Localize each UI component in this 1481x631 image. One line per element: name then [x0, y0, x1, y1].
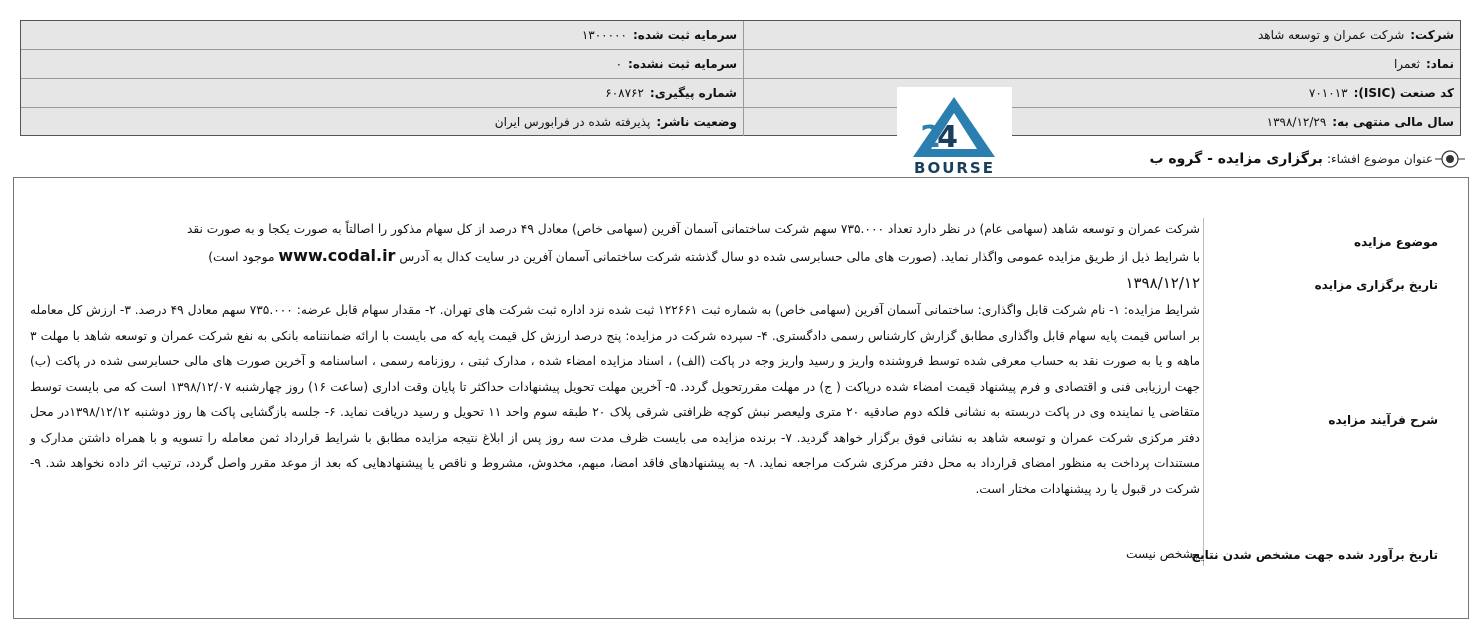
info-row: [21, 21, 1460, 50]
logo-word: BOURSE: [914, 159, 995, 177]
subject-label: موضوع مزایده: [1354, 235, 1438, 249]
process-label: شرح فرآیند مزایده: [1328, 413, 1438, 427]
unregistered-capital-value: ۰: [615, 57, 623, 71]
company-value: شرکت عمران و توسعه شاهد: [1258, 28, 1405, 42]
registered-capital-value: ۱۳۰۰۰۰۰: [581, 28, 627, 42]
registered-capital-label: سرمایه ثبت شده:: [632, 28, 737, 42]
isic-cell: [744, 79, 1460, 107]
estimate-value: مشخص نیست: [1126, 547, 1200, 561]
info-row: [21, 50, 1460, 79]
publisher-status-value: پذیرفته شده در فرابورس ایران: [494, 115, 651, 129]
tracking-value: ۶۰۸۷۶۲: [605, 86, 644, 100]
disclosure-title: [1149, 147, 1433, 171]
bourse-logo: [897, 87, 1012, 191]
tracking-cell: [21, 79, 744, 107]
svg-text:4: 4: [937, 120, 958, 155]
auction-details-box: [13, 177, 1469, 619]
fiscal-year-cell: [744, 108, 1460, 136]
disclosure-title-label: عنوان موضوع افشاء:: [1326, 152, 1433, 166]
date-label: تاریخ برگزاری مزایده: [1314, 278, 1438, 292]
fiscal-year-value: ۱۳۹۸/۱۲/۲۹: [1266, 115, 1327, 129]
subject-line-2: [30, 243, 1200, 271]
estimate-label: تاریخ برآورد شده جهت مشخص شدن نتایج: [1191, 548, 1438, 562]
publisher-status-label: وضعیت ناشر:: [656, 115, 737, 129]
codal-link[interactable]: www.codal.ir: [278, 245, 396, 265]
isic-value: ۷۰۱۰۱۳: [1308, 86, 1348, 100]
subject-line-1: شرکت عمران و توسعه شاهد (سهامی عام) در نظر دارد تعداد ۷۳۵.۰۰۰ سهم شرکت ساختمانی آسمان آفرین (سهامی خاص) معادل ۴۹ درصد از کل سهام مذکور را اصالتاً به صورت یکجا و به صورت نقد: [186, 222, 1200, 236]
symbol-label: نماد:: [1425, 57, 1454, 71]
symbol-value: ثعمرا: [1393, 57, 1420, 71]
subject-content: [30, 217, 1200, 270]
subject-text-3: موجود است): [208, 249, 275, 264]
unregistered-capital-cell: [21, 50, 744, 78]
registered-capital-cell: [21, 21, 744, 49]
company-cell: [744, 21, 1460, 49]
fiscal-year-label: سال مالی منتهی به:: [1332, 115, 1454, 129]
process-content: شرایط مزایده: ۱- نام شرکت قابل واگذاری: ساختمانی آسمان آفرین (سهامی خاص) به شماره ثبت ۱۲۲۶۶۱ ثبت شده نزد اداره ثبت شرکت های تهران. ۲- مقدار سهام قابل عرضه: ۷۳۵.۰۰۰ سهم معادل ۴۹ درصد. ۳- ارزش کل معامله بر اساس قیمت پایه سهام قابل واگذاری مطابق گزارش کارشناس رسمی دادگستری. ۴- سپرده شرکت در مزایده: پنج درصد ارزش کل قیمت پایه که می بایست با ارائه ضمانتنامه بانکی به نفع شرکت عمران و توسعه شاهد با مهلت ۳ ماهه و یا به صورت نقد به حساب معرفی شده توسط فروشنده واریز و رسید واریز وجه در پاکت (الف) ، اسناد مزایده امضاء شده ، مدارک ثبتی ، روزنامه رسمی ، اساسنامه و آخرین صورت های مالی حسابرسی شده در پاکت (ب) جهت ارزیابی فنی و اقتصادی و فرم پیشنهاد قیمت امضاء شده درپاکت ( ج) در مهلت مقررتحویل گردد. ۵- آخرین مهلت تحویل پیشنهادات حداکثر تا پایان وقت اداری (ساعت ۱۶) روز چهارشنبه ۱۳۹۸/۱۲/۰۷ است که می بایست توسط متقاضی یا نماینده وی در پاکت دربسته به نشانی فلکه دوم صادقیه ۲۰ متری ولیعصر نبش کوچه ظرافتی شرقی پلاک ۲۰ طبقه سوم واحد ۱۱ تحویل و رسید دریافت نماید. ۶- جلسه بازگشایی پاکت ها روز دوشنبه ۱۳۹۸/۱۲/۱۲در محل دفتر مرکزی شرکت عمران و توسعه شاهد به نشانی فوق برگزار خواهد گردید. ۷- برنده مزایده می بایست ظرف مدت سه روز پس از ابلاغ نتیجه مزایده مطابق با شرایط قرارداد ثمن معامله را تسویه و با همراه داشتن مدارک و مستندات پرداخت به منظور امضای قرارداد به محل دفتر مرکزی شرکت مراجعه نماید. ۸- به پیشنهادهای فاقد امضا، مبهم، مخدوش، مشروط و ناقص یا پیشنهادهایی که بعد از موعد مقرر واصل گردد، ترتیب اثر داده نخواهد شد. ۹- شرکت در قبول یا رد پیشنهادات مختار است.: [30, 303, 1201, 496]
company-label: شرکت:: [1410, 28, 1454, 42]
isic-label: کد صنعت (ISIC):: [1353, 86, 1454, 100]
info-row: [21, 79, 1460, 108]
target-bullet-icon: [1435, 147, 1465, 171]
publisher-status-cell: [21, 108, 744, 136]
disclosure-title-value: برگزاری مزایده - گروه ب: [1149, 151, 1323, 167]
bourse-logo-mark-icon: [897, 87, 1012, 161]
svg-text:2: 2: [920, 120, 941, 155]
symbol-cell: [744, 50, 1460, 78]
tracking-label: شماره پیگیری:: [649, 86, 737, 100]
date-value: ۱۳۹۸/۱۲/۱۲: [1125, 274, 1200, 292]
subject-text-2: با شرایط ذیل از طریق مزایده عمومی واگذار نماید. (صورت های مالی حسابرسی شده دو سال گذشته شرکت ساختمانی آسمان آفرین در سایت کدال به آدرس: [399, 249, 1200, 264]
info-row: [21, 108, 1460, 137]
company-info-table: [20, 20, 1461, 136]
unregistered-capital-label: سرمایه ثبت نشده:: [628, 57, 737, 71]
